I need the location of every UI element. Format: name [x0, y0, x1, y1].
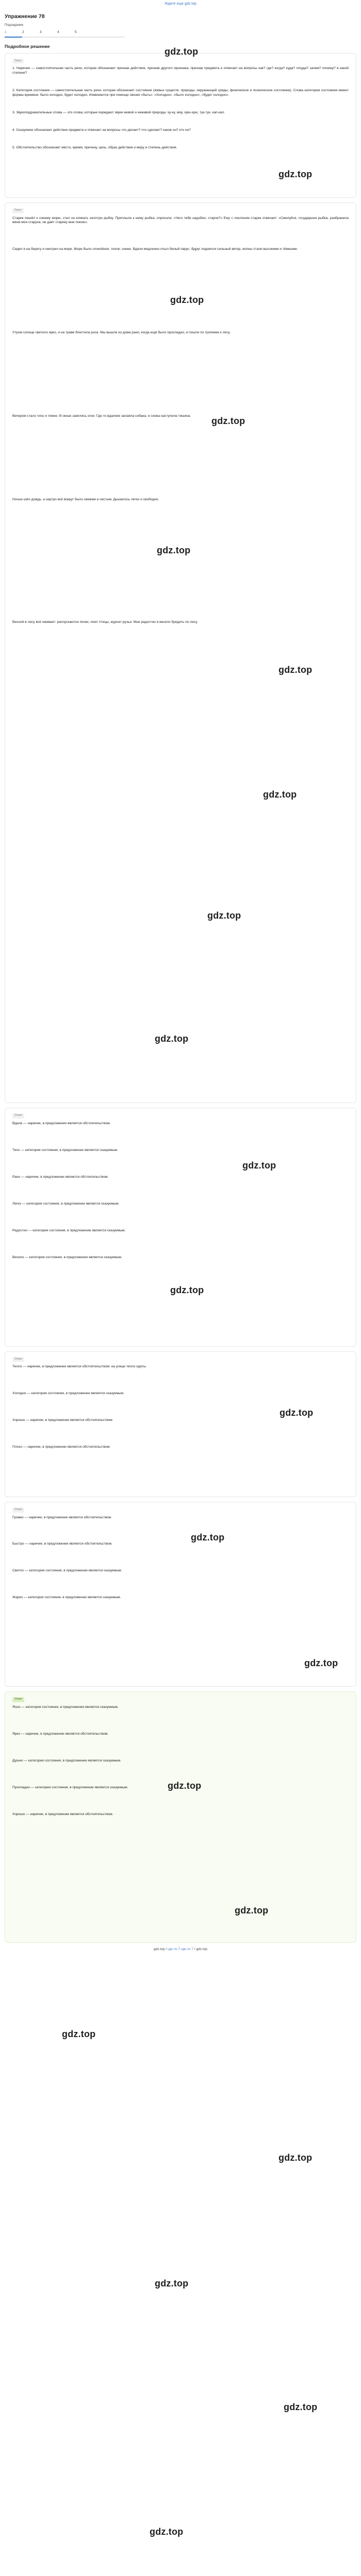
top-link[interactable]: Ждите еще gdz.top: [165, 2, 196, 6]
answer-paragraph: Громко — наречие, в предложении является обстоятельством.: [12, 1515, 112, 1519]
answer-paragraph: Весной в лесу всё оживает: распускаются почки, поют птицы, журчат ручьи. Мне радостно и весело бродить по лесу.: [12, 620, 198, 624]
watermark-text: gdz.top: [170, 1285, 204, 1295]
watermark-text: gdz.top: [150, 2527, 184, 2537]
answer-block-4: [5, 1351, 356, 1497]
answer-paragraph: Хорошо — наречие, в предложении является обстоятельством.: [12, 1418, 113, 1422]
footer-separator-2: /: [193, 1947, 196, 1951]
answer-paragraph: Вдали — наречие, в предложении является обстоятельством.: [12, 1121, 111, 1125]
subtask-tab-4[interactable]: 4: [57, 30, 59, 34]
subtask-tabs-underline: [5, 37, 125, 38]
active-tab-indicator: [5, 37, 22, 38]
watermark-text: gdz.top: [263, 789, 297, 800]
answer-paragraph: Прохладно — категория состояния, в предложении является сказуемым.: [12, 1785, 128, 1789]
watermark-text: gdz.top: [278, 665, 313, 675]
answer-paragraph: 2. Категория состояния — самостоятельная часть речи, которая обозначает состояние (живых существ, природы, окружающей среды, физическое и психическое состояние). Слова категории состояния имеют формы времени: было холодно, будет холодно. Изменяются при помощи связки «быть»: «Холодно», «было холодно», «будет холодно».: [12, 89, 349, 97]
answer-block-6: [5, 1691, 356, 1942]
answer-paragraph: Ночью шёл дождь, а наутро всё вокруг было свежим и чистым. Дышалось легко и свободно.: [12, 498, 159, 502]
watermark-text: gdz.top: [170, 295, 204, 305]
answer-paragraph: Жарко — категория состояния, в предложении является сказуемым.: [12, 1596, 121, 1600]
subtask-tab-2[interactable]: 2: [22, 30, 24, 34]
subtask-tab-5[interactable]: 5: [75, 30, 77, 34]
watermark-text: gdz.top: [155, 1033, 189, 1044]
block-tag: Ответ: [12, 1697, 24, 1702]
block-tag: Ответ: [12, 1357, 24, 1362]
answer-paragraph: Ясно — категория состояния, в предложении является сказуемым.: [12, 1705, 119, 1709]
watermark-text: gdz.top: [157, 545, 191, 555]
watermark-text: gdz.top: [304, 1658, 338, 1668]
answer-paragraph: Светло — категория состояния, в предложении является сказуемым.: [12, 1569, 122, 1573]
answer-paragraph: Утром солнце светило ярко, и на траве блестела роса. Мы вышли из дома рано, когда ещё было прохладно, и пошли по тропинке к лесу.: [12, 331, 231, 335]
answer-paragraph: Сидел я на берегу и смотрел на море. Море было спокойное, тихое, синее. Вдали медленно плыл белый парус. Вдруг поднялся сильный ветер, волны стали высокими и тёмными.: [12, 247, 298, 251]
answer-paragraph: Тихо — категория состояния, в предложении является сказуемым.: [12, 1148, 118, 1152]
subtask-tab-3[interactable]: 3: [40, 30, 42, 34]
answer-block-2: [5, 202, 356, 1103]
subtask-label: Подзадание: [5, 23, 24, 27]
answer-paragraph: 3. Звукоподражательные слова — это слова, которые передают звуки живой и неживой природы: ку-ку, мяу, хрю-хрю, тук-тук, кап-кап.: [12, 111, 225, 115]
watermark-text: gdz.top: [242, 1160, 276, 1171]
watermark-text: gdz.top: [278, 169, 313, 179]
block-tag: Ответ: [12, 1507, 24, 1513]
footer-separator: /: [165, 1947, 168, 1951]
answer-block-5: [5, 1502, 356, 1687]
answer-paragraph: Радостно — категория состояния, в предложении является сказуемым.: [12, 1228, 126, 1232]
subtask-tabs: [5, 30, 356, 36]
answer-block-3: [5, 1108, 356, 1346]
watermark-text: gdz.top: [235, 1905, 269, 1916]
answer-paragraph: Тепло — наречие, в предложении является обстоятельством: на улице тепло одеты.: [12, 1365, 147, 1369]
answer-paragraph: Ярко — наречие, в предложении является обстоятельством.: [12, 1732, 109, 1736]
watermark-text: gdz.top: [165, 46, 199, 57]
block-tag: Текст: [12, 208, 24, 213]
answer-paragraph: 4. Сказуемое обозначает действие предмета и отвечает на вопросы что делает? что сделает? каков он? кто он?: [12, 128, 191, 132]
answer-paragraph: Легко — категория состояния, в предложении является сказуемым.: [12, 1201, 120, 1206]
watermark-text: gdz.top: [168, 1781, 202, 1791]
footer-brand-right: gdz.top: [196, 1947, 207, 1951]
footer-brand-left: gdz.top: [154, 1947, 165, 1951]
answer-paragraph: Плохо — наречие, в предложении является обстоятельством.: [12, 1445, 111, 1449]
block-tag: Текст: [12, 59, 24, 64]
watermark-text: gdz.top: [207, 910, 241, 921]
answer-paragraph: Старик пошёл к синему морю, стал он кликать золотую рыбку. Приплыла к нему рыбка, спросила: «Чего тебе надобно, старче?» Ему с поклоном старик отвечает: «Смилуйся, государыня рыбка, разбранила меня моя старуха, не даёт старику мне покою».: [12, 216, 349, 225]
answer-paragraph: Хорошо — наречие, в предложении является обстоятельством.: [12, 1812, 113, 1816]
watermark-text: gdz.top: [280, 1408, 314, 1418]
answer-paragraph: Холодно — категория состояния, в предложении является сказуемым.: [12, 1392, 124, 1396]
solution-title: Подробное решение: [5, 43, 50, 49]
watermark-text: gdz.top: [155, 2278, 189, 2289]
watermark-text: gdz.top: [62, 2029, 96, 2039]
subtask-tab-1[interactable]: 1: [5, 30, 7, 34]
footer: [5, 1947, 356, 1952]
watermark-text: gdz.top: [191, 1532, 225, 1543]
answer-paragraph: Вечером стало тихо и темно. В окнах зажглись огни. Где-то вдалеке залаяла собака, и снова наступила тишина.: [12, 414, 191, 418]
answer-paragraph: 1. Наречие — самостоятельная часть речи, которая обозначает признак действия, признак другого признака, признак предмета и отвечает на вопросы как? где? когда? куда? откуда? зачем? почему? в какой степени?: [12, 66, 349, 75]
footer-pagination[interactable]: где-то 7 где-то 7: [168, 1947, 193, 1951]
watermark-text: gdz.top: [211, 416, 245, 426]
block-tag: Ответ: [12, 1113, 24, 1118]
answer-paragraph: Весело — категория состояния, в предложении является сказуемым.: [12, 1255, 122, 1259]
watermark-text: gdz.top: [284, 2402, 318, 2412]
answer-paragraph: Быстро — наречие, в предложении является обстоятельством.: [12, 1542, 112, 1546]
exercise-title: Упражнение 78: [5, 13, 45, 20]
answer-paragraph: Рано — наречие, в предложении является обстоятельством.: [12, 1175, 109, 1179]
watermark-text: gdz.top: [278, 2153, 313, 2163]
answer-paragraph: Душно — категория состояния, в предложении является сказуемым.: [12, 1758, 121, 1762]
answer-paragraph: 5. Обстоятельство обозначает место, время, причину, цель, образ действия и меру и степень действия.: [12, 145, 177, 149]
